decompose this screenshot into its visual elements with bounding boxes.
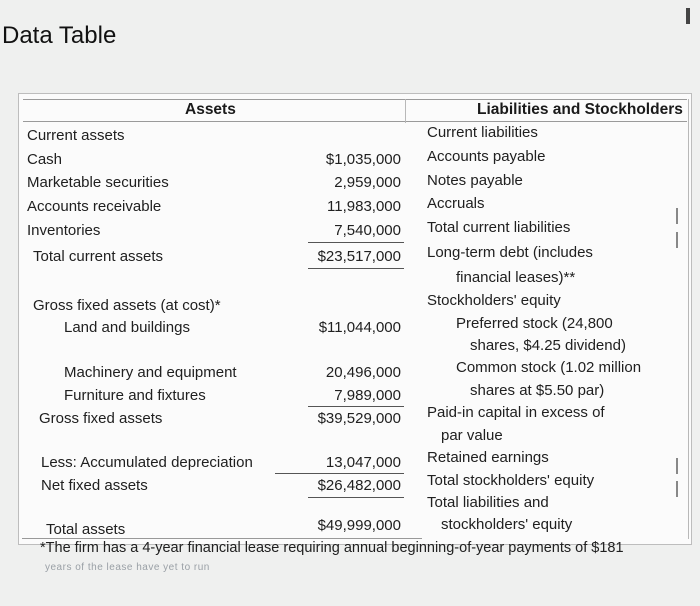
accruals-label: Accruals xyxy=(427,195,485,212)
accounts-receivable-label: Accounts receivable xyxy=(27,198,162,215)
paid-in-capital-label-line1: Paid-in capital in excess of xyxy=(427,404,605,421)
long-term-debt-label-line2: financial leases)** xyxy=(456,269,576,286)
cutoff-mark xyxy=(676,232,678,248)
total-current-liabilities-label: Total current liabilities xyxy=(427,219,571,236)
land-label: Land and buildings xyxy=(64,319,190,336)
total-liabilities-label-line1: Total liabilities and xyxy=(427,494,549,511)
header-top-rule xyxy=(23,99,687,100)
total-assets-label: Total assets xyxy=(46,521,126,538)
long-term-debt-label-line1: Long-term debt (includes xyxy=(427,244,593,261)
current-liabilities-label: Current liabilities xyxy=(427,124,538,141)
total-current-assets-label: Total current assets xyxy=(33,248,164,265)
marketable-securities-label: Marketable securities xyxy=(27,174,169,191)
net-fixed-assets-label: Net fixed assets xyxy=(41,477,148,494)
notes-payable-label: Notes payable xyxy=(427,172,523,189)
current-assets-label: Current assets xyxy=(27,127,125,144)
inventories-underline xyxy=(308,242,404,243)
land-value: $11,044,000 xyxy=(318,319,401,336)
machinery-label: Machinery and equipment xyxy=(64,364,237,381)
depreciation-label: Less: Accumulated depreciation xyxy=(41,454,253,471)
common-stock-label-line2: shares at $5.50 par) xyxy=(470,382,605,399)
header-bottom-rule xyxy=(23,121,687,122)
total-current-assets-underline xyxy=(308,268,404,269)
machinery-value: 20,496,000 xyxy=(325,364,401,381)
accounts-payable-label: Accounts payable xyxy=(427,148,546,165)
total-stockholders-equity-label: Total stockholders' equity xyxy=(427,472,595,489)
gross-fixed-assets-value: $39,529,000 xyxy=(317,410,401,427)
gross-fixed-assets-label: Gross fixed assets xyxy=(39,410,163,427)
liabilities-header: Liabilities and Stockholders xyxy=(477,101,683,118)
retained-earnings-label: Retained earnings xyxy=(427,449,549,466)
furniture-underline xyxy=(308,406,404,407)
cutoff-mark xyxy=(676,458,678,474)
depreciation-underline xyxy=(275,473,404,474)
right-border xyxy=(688,99,689,539)
inventories-label: Inventories xyxy=(27,222,101,239)
preferred-stock-label-line2: shares, $4.25 dividend) xyxy=(470,337,626,354)
paid-in-capital-label-line2: par value xyxy=(441,427,503,444)
net-fixed-assets-underline xyxy=(308,497,404,498)
depreciation-value: 13,047,000 xyxy=(325,454,401,471)
cash-value: $1,035,000 xyxy=(325,151,401,168)
accounts-receivable-value: 11,983,000 xyxy=(327,198,401,215)
minimize-icon[interactable] xyxy=(686,8,690,24)
preferred-stock-label-line1: Preferred stock (24,800 xyxy=(456,315,613,332)
stockholders-equity-label: Stockholders' equity xyxy=(427,292,561,309)
gross-fixed-header: Gross fixed assets (at cost)* xyxy=(33,297,221,314)
cutoff-mark xyxy=(676,208,678,224)
common-stock-label-line1: Common stock (1.02 million xyxy=(456,359,642,376)
total-assets-rule xyxy=(22,538,422,539)
total-liabilities-label-line2: stockholders' equity xyxy=(441,516,573,533)
marketable-securities-value: 2,959,000 xyxy=(334,174,401,191)
furniture-value: 7,989,000 xyxy=(334,387,401,404)
net-fixed-assets-value: $26,482,000 xyxy=(317,477,401,494)
furniture-label: Furniture and fixtures xyxy=(64,387,206,404)
total-assets-value: $49,999,000 xyxy=(317,517,401,534)
cutoff-mark xyxy=(676,481,678,497)
cash-label: Cash xyxy=(27,151,63,168)
total-current-assets-value: $23,517,000 xyxy=(317,248,401,265)
footnote-cut-line: years of the lease have yet to run xyxy=(45,562,210,573)
header-divider xyxy=(405,99,406,123)
page-title: Data Table xyxy=(2,22,117,49)
footnote: *The firm has a 4-year financial lease requiring annual beginning-of-year payments of $181 xyxy=(40,540,624,556)
assets-header: Assets xyxy=(185,101,236,118)
inventories-value: 7,540,000 xyxy=(334,222,401,239)
